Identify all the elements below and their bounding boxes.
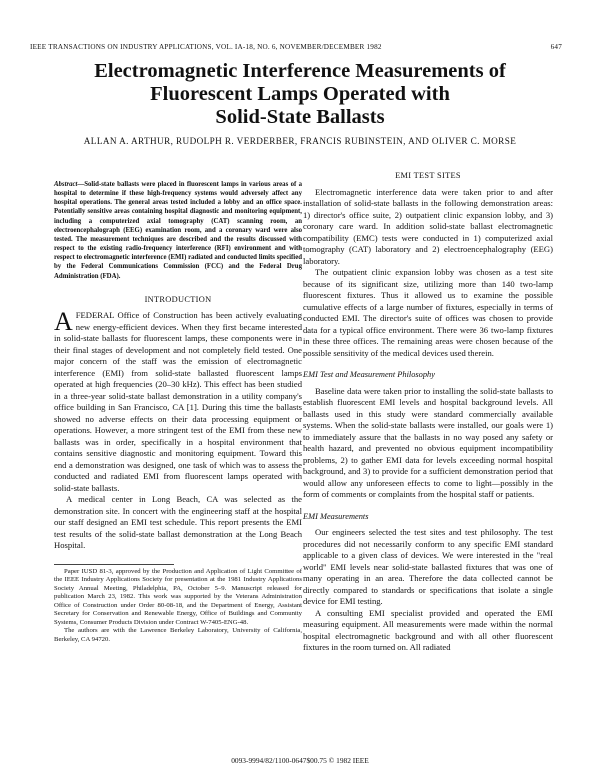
title-line-2: Fluorescent Lamps Operated with — [150, 83, 450, 105]
right-column — [303, 170, 553, 654]
page-number: 647 — [550, 43, 562, 51]
abstract-text: —Solid-state ballasts were placed in fluorescent lamps in various areas of a hospital to determine if these high-frequency systems would adversely affect any hospital operations. The general areas tested included a lobby and an office space. Potentially sensitive areas containing hospital diagnostic and monitoring equipment, including a computerized axial tomography (CAT) scanning room, an electroencephalograph (EEG) examination room, and a coronary ward were also tested. The measurement techniques are described and the results discussed with respect to the existing radio-frequency interference (RFI) environment and with respect to electromagnetic interference (EMI) radiated and conducted limits specified by the Federal Communications Commission (FCC) and the Federal Drug Administration (FDA). — [54, 181, 302, 280]
subsection-heading-test-philosophy: EMI Test and Measurement Philosophy — [303, 370, 435, 379]
intro-paragraph-1-text: FEDERAL Office of Construction has been actively evaluating new energy-efficient devices. When they first became interested in solid-state ballasts for fluorescent lamps, these components were in their final stages of development and not completely field tested. One major concern of the staff was the emission of electromagnetic interference (EMI) from solid-state ballasted fluorescent lamps operated at high frequencies (20–30 kHz). This effect has been studied in a three-year solid-state ballast demonstration in a utility company's office building in San Francisco, CA [1]. During this time the ballasts showed no adverse effects on their data processing equipment or operations. However, a more stringent test of the EMI from these new ballasts was in order, specifically in a hospital environment that contains sensitive diagnostic and monitoring equipment. Toward this end a demonstration was designed, one task of which was to assess the conducted and radiated EMI from fluorescent lamps operated with solid-state ballasts. — [54, 310, 302, 493]
drop-cap: A — [54, 307, 73, 337]
journal-name: IEEE TRANSACTIONS ON INDUSTRY APPLICATIONS, VOL. IA-18, NO. 6, NOVEMBER/DECEMBER 1982 — [30, 43, 382, 51]
intro-paragraph-2: A medical center in Long Beach, CA was selected as the demonstration site. In concert with the engineering staff at the hospital our staff designed an EMI test schedule. This report presents the EMI test results of the solid-state ballast demonstration at the Long Beach Hospital. — [54, 494, 302, 551]
test-philosophy-paragraph: Baseline data were taken prior to installing the solid-state ballasts to establish fluorescent EMI levels and hospital background levels. All ballasts used in this study were standard commercially available systems. When the solid-state ballasts were installed, our goals were 1) to immediately assure that the ballasts in no way posed any safety or health hazard, and prevented no obvious equipment incompatibility problems, 2) to gather EMI data for levels exceeding normal hospital background, and 3) to provide for a sufficient demonstration period that would allow any unforeseen effects to come to light—possibly in the form of comments or complaints from the hospital staff or patients. — [303, 385, 553, 499]
measurements-paragraph-2: A consulting EMI specialist provided and operated the EMI measuring equipment. All measurements were made within the normal hospital electromagnetic background and with all other fluorescent fixtures in the room turned on. All radiated — [303, 607, 553, 652]
subsection-heading-emi-measurements: EMI Measurements — [303, 511, 369, 521]
paper-title — [40, 60, 560, 129]
intro-paragraph-1 — [54, 307, 302, 494]
footnote-paragraph-1: Paper IUSD 81-3, approved by the Production and Application of Light Committee of the IEEE Industry Applications Society for presentation at the 1981 Industry Applications Society Annual Meeting, Philadelphia, PA, October 5–9. Manuscript released for publication March 23, 1982. This work was supported by the Veterans Administration Office of Construction under Order 80-08-18, and the Department of Energy, Assistant Secretary for Conservation and Renewable Energy, Office of Buildings and Community Systems, Consumer Products Division under Contract W-7405-ENG-48. — [54, 567, 302, 626]
footnote-paragraph-2: The authors are with the Lawrence Berkeley Laboratory, University of California, Berkeley, CA 94720. — [54, 627, 302, 643]
footnote-rule — [54, 564, 174, 565]
abstract-label: Abstract — [54, 181, 78, 188]
section-heading-introduction: INTRODUCTION — [144, 294, 212, 304]
copyright-line: 0093-9994/82/1100-0647$00.75 © 1982 IEEE — [231, 756, 369, 765]
running-head — [30, 43, 570, 51]
abstract — [54, 180, 302, 281]
author-list: ALLAN A. ARTHUR, RUDOLPH R. VERDERBER, FRANCIS RUBINSTEIN, AND OLIVER C. MORSE — [83, 136, 517, 146]
left-column — [54, 170, 302, 644]
footnote — [54, 568, 302, 645]
measurements-paragraph-1: Our engineers selected the test sites and test philosophy. The test procedures did not necessarily conform to any specific EMI standard applicable to a given class of devices. We were interested in the "real world" EMI levels near solid-state ballasted fixtures that was one of many operating in an area. Therefore the data collected cannot be directly compared to standards or specifications that isolate a single device for EMI testing. — [303, 527, 553, 606]
title-line-3: Solid-State Ballasts — [215, 106, 385, 128]
title-line-1: Electromagnetic Interference Measurements of — [94, 60, 506, 82]
section-heading-emi-test-sites: EMI TEST SITES — [395, 171, 461, 180]
test-sites-paragraph-2: The outpatient clinic expansion lobby was chosen as a test site because of its significant size, utilizing more than 140 two-lamp fluorescent fixtures. Thus it allowed us to examine the possible cumulative effects of a large number of fixtures, especially in terms of conducted EMI. The director's suite of offices was chosen to provide data for a typical office environment. There were 36 two-lamp fixtures in these three offices. The remaining areas were chosen because of the possible sensitivity of the medical devices used therein. — [303, 267, 553, 358]
test-sites-paragraph-1: Electromagnetic interference data were taken prior to and after installation of solid-state ballasts in the following demonstration areas: 1) director's office suite, 2) outpatient clinic expansion lobby, and 3) coronary care ward. In addition solid-state ballast electromagnetic compatibility (EMC) tests were conducted in 1) computerized axial tomography (CAT) laboratory and 2) electroencephalography (EEG) laboratory. — [303, 186, 553, 266]
